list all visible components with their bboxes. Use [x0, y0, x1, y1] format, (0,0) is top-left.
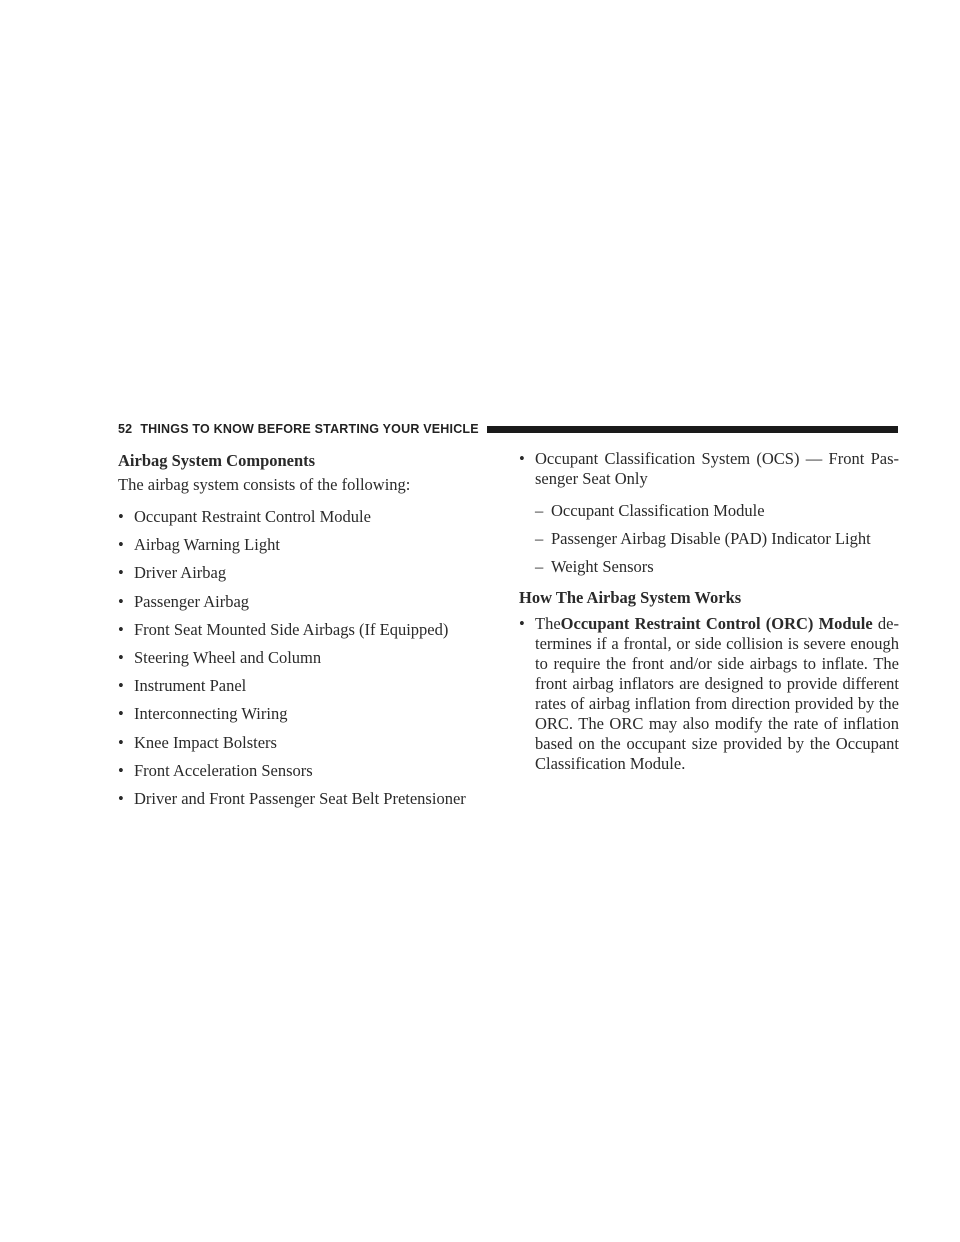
list-item — [118, 785, 488, 813]
list-item — [118, 672, 488, 700]
intro-text: The airbag system consists of the following: — [118, 475, 411, 494]
section-heading-components: Airbag System Components — [118, 451, 316, 470]
sub-list-item-text: Weight Sensors — [551, 557, 654, 577]
bullet-icon: • — [118, 760, 124, 780]
bullet-icon: • — [118, 535, 124, 555]
sub-list-item — [519, 497, 899, 525]
bullet-icon: • — [118, 789, 124, 809]
sub-list-item-text: Occupant Classification Module — [551, 501, 765, 520]
left-column — [118, 449, 488, 813]
list-item — [118, 559, 488, 587]
section-heading-how-it-works: How The Airbag System Works — [519, 587, 742, 607]
list-item-text: Driver Airbag — [134, 563, 227, 583]
how-it-works-list — [519, 614, 899, 774]
list-item-text: Airbag Warning Light — [134, 535, 280, 555]
ocs-sublist — [519, 497, 899, 582]
sub-list-item — [519, 525, 899, 553]
list-item — [118, 700, 488, 728]
list-item — [118, 531, 488, 559]
sub-list-item-text: Passenger Airbag Disable (PAD) Indicator Light — [551, 529, 871, 549]
dash-icon: – — [535, 557, 544, 577]
list-item — [118, 616, 488, 644]
sub-list-item — [519, 553, 899, 581]
list-item-text: Instrument Panel — [134, 676, 247, 696]
list-item — [118, 757, 488, 785]
components-list — [118, 503, 488, 813]
list-item — [118, 503, 488, 531]
dash-icon: – — [535, 501, 544, 520]
orc-module-name: Occupant Restraint Control (ORC) Module — [560, 613, 873, 633]
bullet-icon: • — [118, 648, 124, 668]
running-head-title: THINGS TO KNOW BEFORE STARTING YOUR VEHICLE — [140, 422, 479, 436]
bullet-icon: • — [118, 704, 124, 724]
bullet-icon: • — [118, 732, 124, 752]
bullet-icon: • — [519, 449, 525, 468]
list-item-ocs — [519, 449, 899, 489]
bullet-icon: • — [118, 563, 124, 583]
list-item-text: Knee Impact Bolsters — [134, 732, 277, 752]
list-item — [118, 729, 488, 757]
list-item-text: Driver and Front Passenger Seat Belt Pretensioner — [134, 789, 466, 809]
header-rule — [487, 426, 898, 433]
page-number: 52 — [118, 422, 133, 436]
list-item-orc — [519, 614, 899, 774]
list-item — [118, 588, 488, 616]
list-item-text: Occupant Classification System (OCS) — Front Pas-senger Seat Only — [535, 449, 899, 488]
list-item-text: Passenger Airbag — [134, 591, 250, 611]
bullet-icon: • — [519, 613, 525, 633]
list-item-text: Interconnecting Wiring — [134, 704, 288, 724]
right-column — [519, 449, 899, 782]
orc-lead-text: The — [535, 613, 561, 633]
running-head — [118, 419, 898, 439]
bullet-icon: • — [118, 591, 124, 611]
list-item-text: Front Acceleration Sensors — [134, 760, 313, 780]
ocs-list — [519, 449, 899, 489]
bullet-icon: • — [118, 507, 124, 526]
orc-body-text: de-termines if a frontal, or side collision is severe enough to require the front and/or side airbags to inflate. The front airbag inflators are designed to provide different rates of airbag inflation from direction provided by the ORC. The ORC may also modify the rate of inflation based on the occupant size provided by the Occupant Classification Module. — [535, 613, 899, 773]
bullet-icon: • — [118, 676, 124, 696]
dash-icon: – — [535, 529, 544, 549]
list-item-text: Front Seat Mounted Side Airbags (If Equipped) — [134, 619, 449, 639]
list-item — [118, 644, 488, 672]
bullet-icon: • — [118, 619, 124, 639]
list-item-text: Steering Wheel and Column — [134, 648, 322, 668]
list-item-text: Occupant Restraint Control Module — [134, 507, 371, 526]
